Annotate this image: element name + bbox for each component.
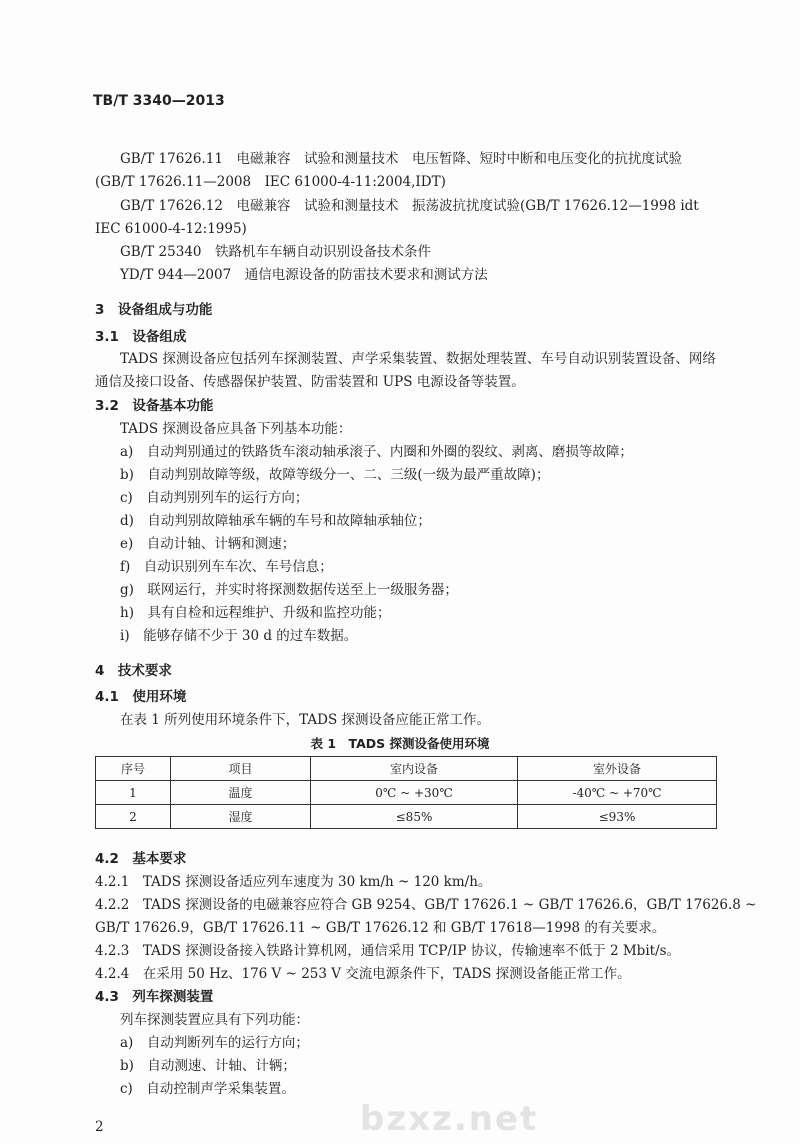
table-cell: 温度 bbox=[171, 781, 311, 805]
header-cell: 序号 bbox=[96, 757, 171, 781]
section-heading: 4 技术要求 bbox=[95, 663, 172, 679]
section-heading: 4.3 列车探测装置 bbox=[95, 989, 214, 1005]
clause: 4.2.4 在采用 50 Hz、176 V ~ 253 V 交流电源条件下，TADS 探测设备能正常工作。 bbox=[95, 966, 631, 982]
section-heading: 3.2 设备基本功能 bbox=[95, 398, 214, 414]
watermark: bzxz.net bbox=[360, 1099, 539, 1139]
reference-line: GB/T 25340 铁路机车车辆自动识别设备技术条件 bbox=[120, 244, 431, 260]
table-cell: -40℃ ~ +70℃ bbox=[518, 781, 717, 805]
clause: 4.2.2 TADS 探测设备的电磁兼容应符合 GB 9254、GB/T 17626.1 ~ GB/T 17626.6，GB/T 17626.8 ~ bbox=[95, 897, 757, 913]
section-heading: 4.1 使用环境 bbox=[95, 689, 187, 705]
list-item: a) 自动判断列车的运行方向； bbox=[120, 1035, 309, 1051]
paragraph: 列车探测装置应具有下列功能： bbox=[120, 1012, 309, 1028]
table-cell: ≤93% bbox=[518, 805, 717, 829]
page-number: 2 bbox=[95, 1119, 104, 1135]
clause: 4.2.1 TADS 探测设备适应列车速度为 30 km/h ~ 120 km/h。 bbox=[95, 874, 492, 890]
list-item: b) 自动测速、计轴、计辆； bbox=[120, 1058, 296, 1074]
reference-line: GB/T 17626.11 电磁兼容 试验和测量技术 电压暂降、短时中断和电压变化的抗扰度试验 bbox=[120, 151, 682, 167]
header-cell: 室外设备 bbox=[518, 757, 717, 781]
list-item: c) 自动控制声学采集装置。 bbox=[120, 1081, 295, 1097]
paragraph: 在表 1 所列使用环境条件下，TADS 探测设备应能正常工作。 bbox=[120, 712, 491, 728]
section-heading: 3 设备组成与功能 bbox=[95, 302, 213, 318]
header-cell: 室内设备 bbox=[311, 757, 518, 781]
table-row bbox=[96, 805, 717, 829]
list-item: g) 联网运行，并实时将探测数据传送至上一级服务器； bbox=[120, 582, 458, 598]
section-heading: 3.1 设备组成 bbox=[95, 329, 187, 345]
clause: GB/T 17626.9，GB/T 17626.11 ~ GB/T 17626.12 和 GB/T 17618—1998 的有关要求。 bbox=[95, 920, 666, 936]
list-item: e) 自动计轴、计辆和测速； bbox=[120, 536, 296, 552]
table-caption: 表 1 TADS 探测设备使用环境 bbox=[310, 736, 490, 751]
section-heading: 4.2 基本要求 bbox=[95, 851, 187, 867]
table-header-row bbox=[96, 757, 717, 781]
table-cell: 0℃ ~ +30℃ bbox=[311, 781, 518, 805]
paragraph: 通信及接口设备、传感器保护装置、防雷装置和 UPS 电源设备等装置。 bbox=[95, 374, 525, 390]
list-item: c) 自动判别列车的运行方向； bbox=[120, 490, 309, 506]
standard-header: TB/T 3340—2013 bbox=[93, 93, 225, 109]
list-item: d) 自动判别故障轴承车辆的车号和故障轴承轴位； bbox=[120, 513, 431, 529]
list-item: b) 自动判别故障等级，故障等级分一、二、三级(一级为最严重故障)； bbox=[120, 467, 550, 483]
paragraph: TADS 探测设备应包括列车探测装置、声学采集装置、数据处理装置、车号自动识别装置设备、网络 bbox=[120, 351, 716, 367]
environment-table bbox=[95, 756, 717, 829]
list-item: f) 自动识别列车车次、车号信息； bbox=[120, 559, 333, 575]
reference-line: GB/T 17626.12 电磁兼容 试验和测量技术 振荡波抗扰度试验(GB/T 17626.12—1998 idt bbox=[120, 198, 699, 214]
header-cell: 项目 bbox=[171, 757, 311, 781]
clause: 4.2.3 TADS 探测设备接入铁路计算机网，通信采用 TCP/IP 协议，传输速率不低于 2 Mbit/s。 bbox=[95, 943, 681, 959]
list-item: a) 自动判别通过的铁路货车滚动轴承滚子、内圈和外圈的裂纹、剥离、磨损等故障； bbox=[120, 444, 633, 460]
table-row bbox=[96, 781, 717, 805]
table-cell: ≤85% bbox=[311, 805, 518, 829]
reference-line: IEC 61000-4-12:1995) bbox=[95, 221, 247, 237]
paragraph: TADS 探测设备应具备下列基本功能： bbox=[120, 421, 352, 437]
reference-line: YD/T 944—2007 通信电源设备的防雷技术要求和测试方法 bbox=[120, 267, 488, 283]
list-item: i) 能够存储不少于 30 d 的过车数据。 bbox=[120, 628, 358, 644]
table-cell: 2 bbox=[96, 805, 171, 829]
reference-line: (GB/T 17626.11—2008 IEC 61000-4-11:2004,IDT) bbox=[95, 174, 446, 190]
table-cell: 1 bbox=[96, 781, 171, 805]
table-cell: 湿度 bbox=[171, 805, 311, 829]
list-item: h) 具有自检和远程维护、升级和监控功能； bbox=[120, 605, 391, 621]
